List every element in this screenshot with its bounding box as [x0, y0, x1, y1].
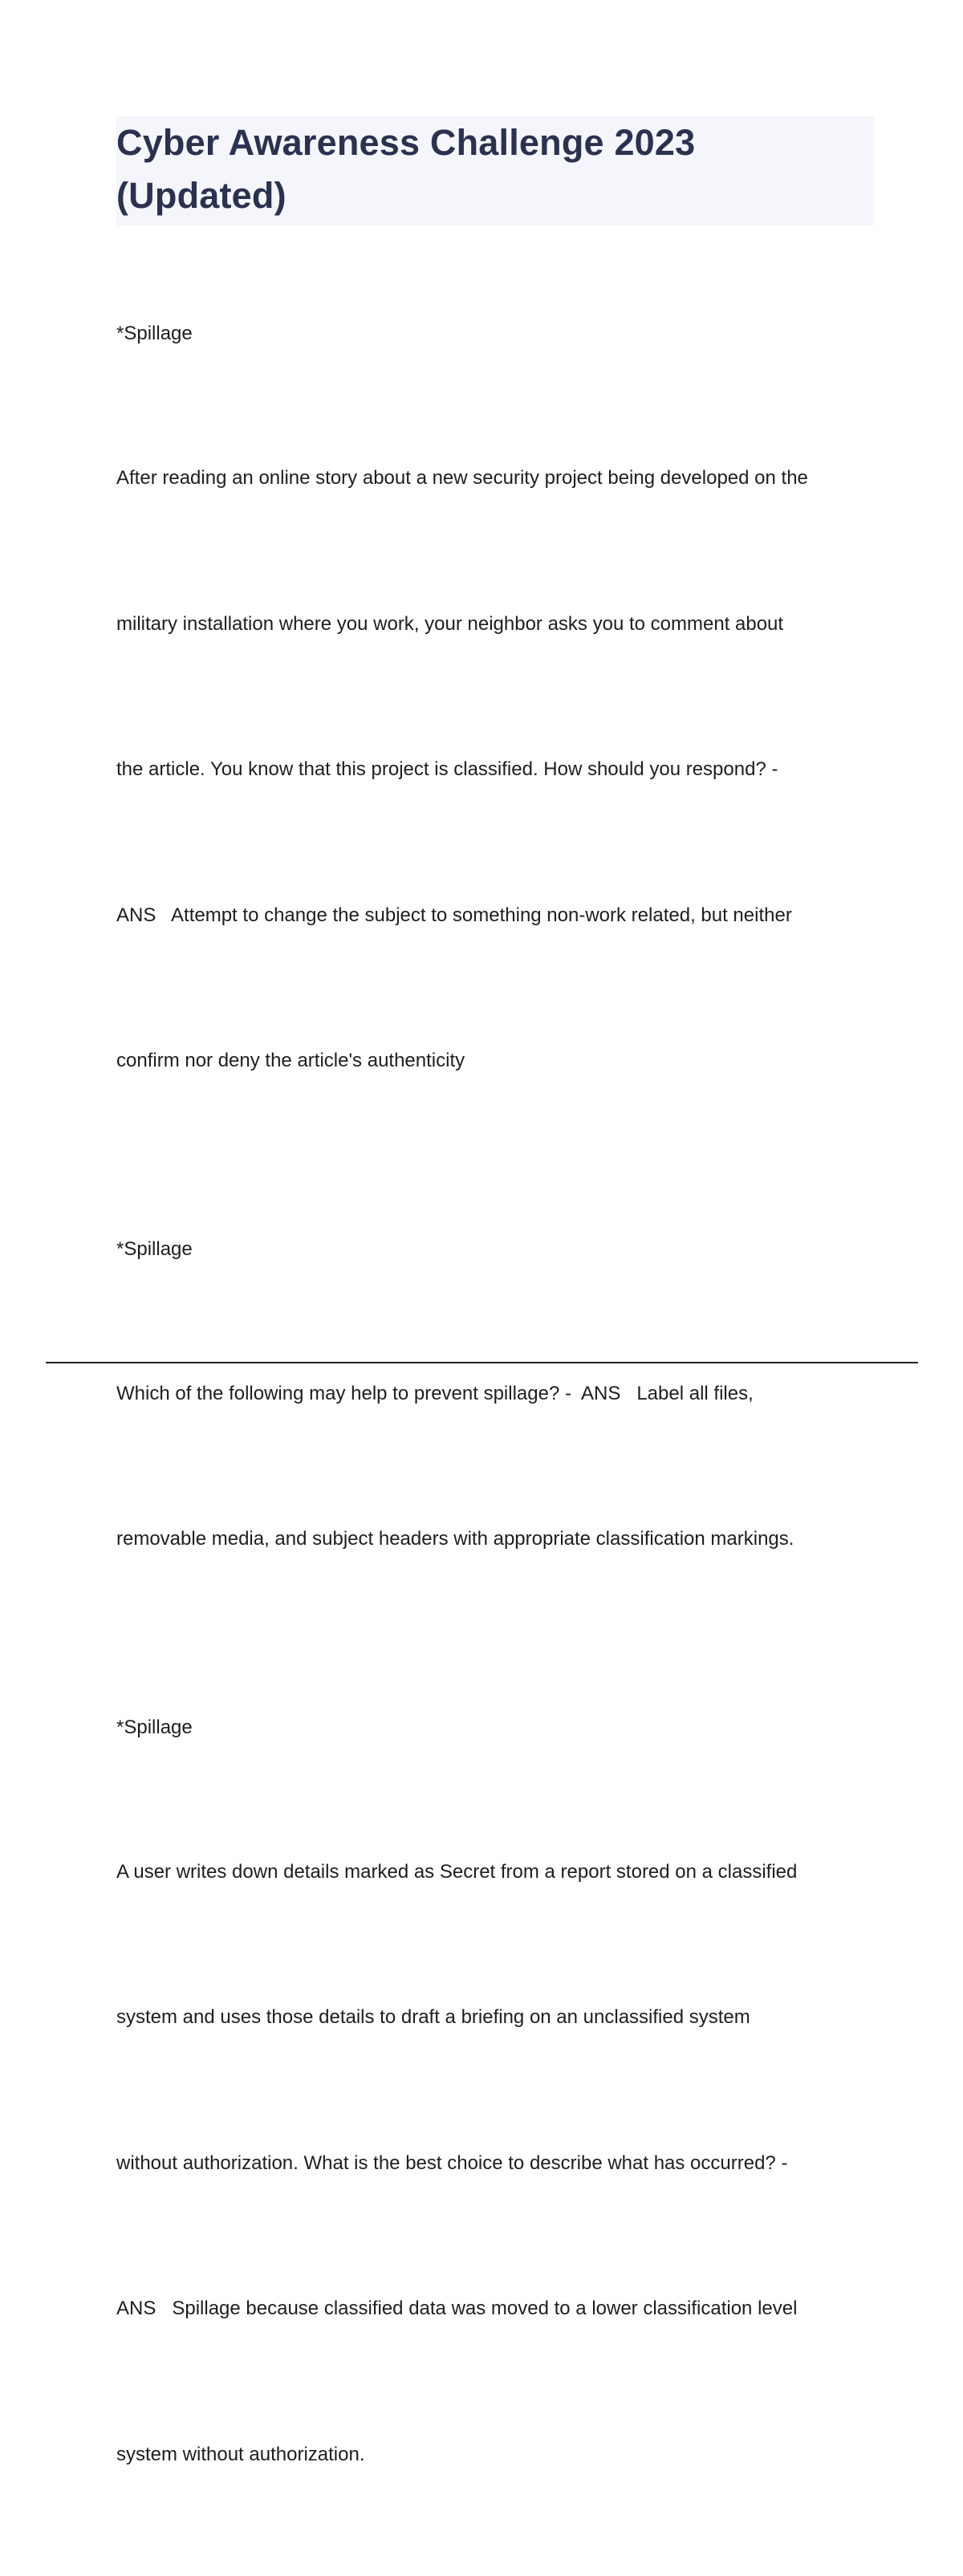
qa-item: [116, 1226, 879, 1661]
footer-divider: [46, 1362, 918, 1363]
qa-line: ANS Spillage because classified data was moved to a lower classification level: [116, 2285, 879, 2334]
qa-item: [116, 311, 879, 1183]
qa-line: After reading an online story about a new security project being developed on the: [116, 454, 879, 503]
qa-line: A user writes down details marked as Secret from a report stored on a classified: [116, 1848, 879, 1897]
qa-body: [116, 1751, 879, 2576]
qa-line: removable media, and subject headers with appropriate classification markings.: [116, 1515, 879, 1564]
qa-list: [116, 311, 879, 2576]
qa-line: the article. You know that this project is classified. How should you respond? -: [116, 746, 879, 794]
qa-body: [116, 357, 879, 1183]
qa-topic: *Spillage: [116, 311, 879, 357]
qa-body: [116, 1273, 879, 1661]
qa-topic: *Spillage: [116, 1704, 879, 1751]
title-line-1: Cyber Awareness Challenge 2023: [116, 122, 695, 163]
qa-topic: *Spillage: [116, 1226, 879, 1273]
qa-item: [116, 1704, 879, 2576]
qa-line: military installation where you work, your neighbor asks you to comment about: [116, 600, 879, 649]
qa-line: confirm nor deny the article's authenticity: [116, 1037, 879, 1086]
qa-line: system without authorization.: [116, 2431, 879, 2480]
document-title: [116, 116, 874, 222]
qa-line: Which of the following may help to prevent spillage? - ANS Label all files,: [116, 1370, 879, 1419]
qa-line: without authorization. What is the best choice to describe what has occurred? -: [116, 2139, 879, 2188]
qa-line: ANS Attempt to change the subject to something non-work related, but neither: [116, 892, 879, 941]
title-block: [116, 116, 874, 226]
title-line-2: (Updated): [116, 175, 286, 216]
qa-line: system and uses those details to draft a briefing on an unclassified system: [116, 1993, 879, 2042]
